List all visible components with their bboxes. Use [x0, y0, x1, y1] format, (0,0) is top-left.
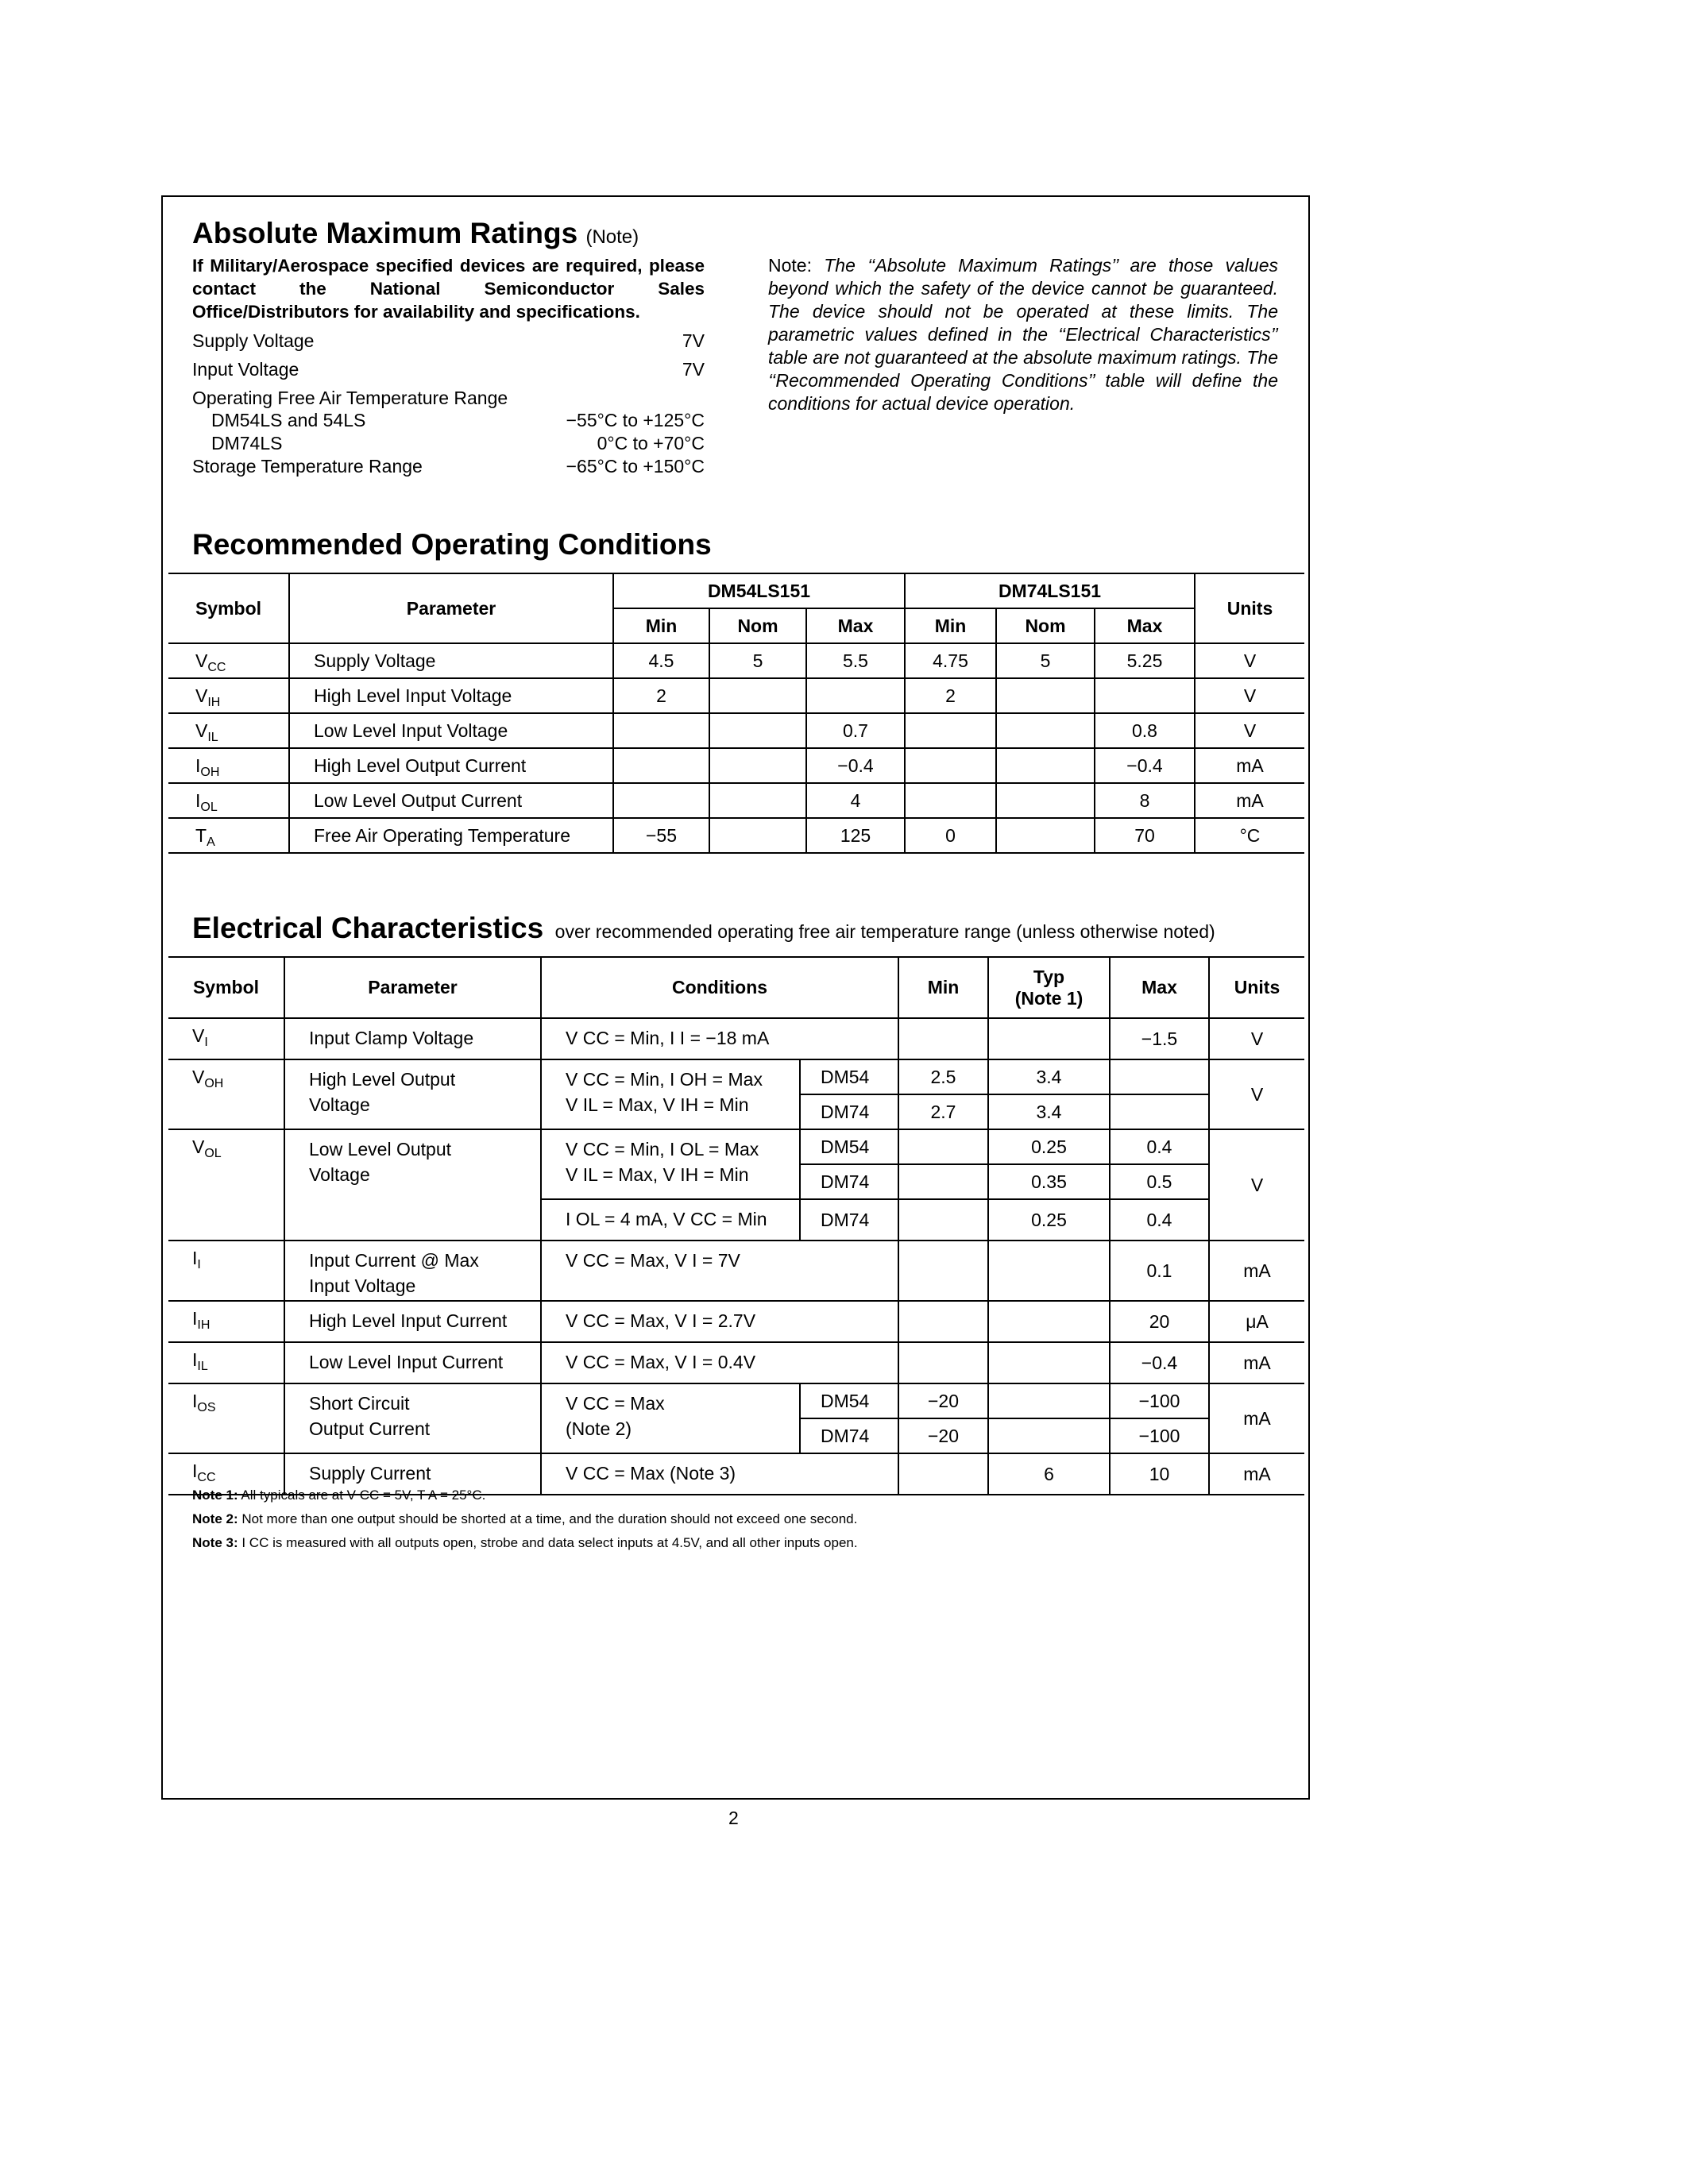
ec-typ: 6: [988, 1453, 1110, 1495]
ec-max: 0.5: [1110, 1164, 1209, 1199]
roc-value: [996, 783, 1095, 818]
roc-symbol: $V_{IH}$: [168, 678, 289, 713]
roc-value: [709, 678, 806, 713]
roc-value: 2: [613, 678, 709, 713]
abs-row: Operating Free Air Temperature Range: [192, 388, 508, 408]
abs-row: DM54LS and 54LS −55°C to +125°C: [211, 410, 705, 430]
ec-units: μA: [1209, 1301, 1304, 1342]
ec-max: −0.4: [1110, 1342, 1209, 1383]
roc-header-min: Min: [905, 608, 996, 643]
abs-row: Input Voltage 7V: [192, 359, 705, 380]
roc-header-nom: Nom: [709, 608, 806, 643]
ec-parameter: Low Level Input Current: [284, 1342, 541, 1383]
ec-device: DM74: [800, 1418, 898, 1453]
roc-value: [996, 748, 1095, 783]
roc-value: [709, 713, 806, 748]
ec-condition: V CC = Max, V I = 2.7V: [541, 1301, 898, 1342]
ec-condition: V CC = Min, I OH = Max V IL = Max, V IH = Min: [541, 1059, 800, 1129]
ec-max: 20: [1110, 1301, 1209, 1342]
ec-max: 0.4: [1110, 1129, 1209, 1164]
ec-max: −100: [1110, 1418, 1209, 1453]
ec-header-typ: Typ (Note 1): [988, 957, 1110, 1018]
ec-typ: 0.25: [988, 1199, 1110, 1241]
roc-units: V: [1195, 713, 1304, 748]
roc-value: 0.7: [806, 713, 905, 748]
ec-parameter: Input Current @ Max Input Voltage: [284, 1241, 541, 1301]
abs-row: DM74LS 0°C to +70°C: [211, 433, 705, 453]
ec-condition: V CC = Min, I I = −18 mA: [541, 1018, 898, 1059]
roc-units: mA: [1195, 748, 1304, 783]
ec-condition: V CC = Max (Note 2): [541, 1383, 800, 1453]
roc-symbol: $T_A$: [168, 818, 289, 853]
roc-value: 4: [806, 783, 905, 818]
ec-device: DM74: [800, 1094, 898, 1129]
ec-condition: I OL = 4 mA, V CC = Min: [541, 1199, 800, 1241]
roc-value: [709, 783, 806, 818]
roc-value: 5.5: [806, 643, 905, 678]
roc-value: [996, 818, 1095, 853]
roc-parameter: Free Air Operating Temperature: [289, 818, 613, 853]
roc-units: V: [1195, 643, 1304, 678]
ec-condition: V CC = Min, I OL = Max V IL = Max, V IH = Min: [541, 1129, 800, 1199]
roc-symbol: $V_{IL}$: [168, 713, 289, 748]
abs-row: Storage Temperature Range −65°C to +150°C: [192, 456, 705, 477]
roc-value: [996, 713, 1095, 748]
ec-units: mA: [1209, 1383, 1304, 1453]
ec-symbol: $I_{OS}$: [168, 1383, 284, 1453]
ec-units: mA: [1209, 1241, 1304, 1301]
roc-symbol: $I_{OH}$: [168, 748, 289, 783]
roc-row: [168, 713, 1304, 748]
ec-max: 0.1: [1110, 1241, 1209, 1301]
roc-row: [168, 643, 1304, 678]
ec-header-conditions: Conditions: [541, 957, 898, 1018]
roc-row: [168, 818, 1304, 853]
roc-value: [613, 783, 709, 818]
ec-max: −100: [1110, 1383, 1209, 1418]
ec-typ: 3.4: [988, 1094, 1110, 1129]
ec-min: −20: [898, 1383, 988, 1418]
ec-device: DM54: [800, 1059, 898, 1094]
roc-value: [905, 783, 996, 818]
roc-parameter: Low Level Input Voltage: [289, 713, 613, 748]
roc-header-symbol: Symbol: [168, 573, 289, 643]
ec-subtitle: over recommended operating free air temperature range (unless otherwise noted): [554, 921, 1215, 942]
ec-symbol: $I_{CC}$: [168, 1453, 284, 1495]
footnote-1: Note 1: All typicals are at V CC = 5V, T A = 25°C.: [192, 1488, 486, 1503]
footnote-3: Note 3: I CC is measured with all outputs open, strobe and data select inputs at 4.5V, and all other inputs open.: [192, 1535, 858, 1550]
ec-max: 10: [1110, 1453, 1209, 1495]
ec-condition: V CC = Max, V I = 7V: [541, 1241, 898, 1301]
ec-units: V: [1209, 1018, 1304, 1059]
ec-header-min: Min: [898, 957, 988, 1018]
ec-device: DM74: [800, 1199, 898, 1241]
roc-row: [168, 748, 1304, 783]
ec-min: 2.5: [898, 1059, 988, 1094]
ec-symbol: $I_{IH}$: [168, 1301, 284, 1342]
ec-max: 0.4: [1110, 1199, 1209, 1241]
roc-value: [806, 678, 905, 713]
roc-units: °C: [1195, 818, 1304, 853]
ec-min: −20: [898, 1418, 988, 1453]
ec-symbol: $I_{IL}$: [168, 1342, 284, 1383]
ec-parameter: Supply Current: [284, 1453, 541, 1495]
roc-row: [168, 678, 1304, 713]
roc-parameter: High Level Output Current: [289, 748, 613, 783]
ec-title-block: [192, 912, 1215, 945]
ec-header-units: Units: [1209, 957, 1304, 1018]
ec-units: mA: [1209, 1453, 1304, 1495]
ec-parameter: Input Clamp Voltage: [284, 1018, 541, 1059]
ec-units: V: [1209, 1059, 1304, 1129]
ec-parameter: Low Level Output Voltage: [284, 1129, 541, 1241]
roc-value: 4.5: [613, 643, 709, 678]
roc-value: 0.8: [1095, 713, 1195, 748]
roc-value: [613, 748, 709, 783]
roc-header-units: Units: [1195, 573, 1304, 643]
ec-min: 2.7: [898, 1094, 988, 1129]
ec-symbol: $I_I$: [168, 1241, 284, 1301]
roc-header-min: Min: [613, 608, 709, 643]
ec-units: V: [1209, 1129, 1304, 1241]
roc-parameter: High Level Input Voltage: [289, 678, 613, 713]
roc-value: [613, 713, 709, 748]
roc-parameter: Supply Voltage: [289, 643, 613, 678]
roc-header-dm74: DM74LS151: [905, 573, 1195, 608]
roc-units: V: [1195, 678, 1304, 713]
roc-title: Recommended Operating Conditions: [192, 528, 712, 561]
roc-table: [168, 573, 1304, 854]
roc-header-nom: Nom: [996, 608, 1095, 643]
roc-header-max: Max: [1095, 608, 1195, 643]
ec-units: mA: [1209, 1342, 1304, 1383]
ec-table: [168, 956, 1304, 1495]
roc-value: [905, 713, 996, 748]
ec-symbol: $V_{OL}$: [168, 1129, 284, 1241]
ec-typ: 0.25: [988, 1129, 1110, 1164]
roc-value: [905, 748, 996, 783]
roc-value: 0: [905, 818, 996, 853]
roc-value: 5.25: [1095, 643, 1195, 678]
ec-device: DM54: [800, 1129, 898, 1164]
ec-device: DM74: [800, 1164, 898, 1199]
roc-header-parameter: Parameter: [289, 573, 613, 643]
roc-parameter: Low Level Output Current: [289, 783, 613, 818]
roc-header-max: Max: [806, 608, 905, 643]
abs-max-title-note: (Note): [585, 226, 639, 248]
page-number: 2: [728, 1808, 739, 1828]
roc-value: 125: [806, 818, 905, 853]
roc-value: −0.4: [1095, 748, 1195, 783]
roc-symbol: $V_{CC}$: [168, 643, 289, 678]
ec-condition: V CC = Max, V I = 0.4V: [541, 1342, 898, 1383]
ec-title: Electrical Characteristics: [192, 912, 544, 944]
ec-device: DM54: [800, 1383, 898, 1418]
roc-units: mA: [1195, 783, 1304, 818]
ec-parameter: High Level Output Voltage: [284, 1059, 541, 1129]
roc-symbol: $I_{OL}$: [168, 783, 289, 818]
roc-value: −0.4: [806, 748, 905, 783]
roc-value: 8: [1095, 783, 1195, 818]
footnote-2: Note 2: Not more than one output should be shorted at a time, and the duration should not exceed one second.: [192, 1511, 858, 1526]
roc-value: [1095, 678, 1195, 713]
roc-value: 5: [996, 643, 1095, 678]
roc-value: [709, 818, 806, 853]
ec-parameter: Short Circuit Output Current: [284, 1383, 541, 1453]
ec-typ: 3.4: [988, 1059, 1110, 1094]
military-warning: If Military/Aerospace specified devices are required, please contact the National Semiconductor Sales Office/Distributors for availability and specifications.: [192, 256, 705, 322]
ec-max: −1.5: [1110, 1018, 1209, 1059]
roc-value: 70: [1095, 818, 1195, 853]
ec-symbol: $V_I$: [168, 1018, 284, 1059]
abs-max-title: Absolute Maximum Ratings (Note): [192, 217, 639, 249]
abs-max-note: Note: The ‘‘Absolute Maximum Ratings’’ are those values beyond which the safety of the device cannot be guaranteed. The device should not be operated at these limits. The parametric values defined in the ‘‘Electrical Characteristics’’ table are not guaranteed at the absolute maximum ratings. The ‘‘Recommended Operating Conditions’’ table will define the conditions for actual device operation.: [768, 255, 1279, 414]
roc-value: 4.75: [905, 643, 996, 678]
roc-value: 2: [905, 678, 996, 713]
roc-value: [709, 748, 806, 783]
ec-condition: V CC = Max (Note 3): [541, 1453, 898, 1495]
ec-typ: 0.35: [988, 1164, 1110, 1199]
ec-parameter: High Level Input Current: [284, 1301, 541, 1342]
ec-header-symbol: Symbol: [168, 957, 284, 1018]
roc-value: [996, 678, 1095, 713]
roc-header-dm54: DM54LS151: [613, 573, 905, 608]
ec-header-parameter: Parameter: [284, 957, 541, 1018]
abs-row: Supply Voltage 7V: [192, 330, 705, 351]
roc-value: −55: [613, 818, 709, 853]
ec-header-max: Max: [1110, 957, 1209, 1018]
roc-value: 5: [709, 643, 806, 678]
roc-row: [168, 783, 1304, 818]
ec-symbol: $V_{OH}$: [168, 1059, 284, 1129]
